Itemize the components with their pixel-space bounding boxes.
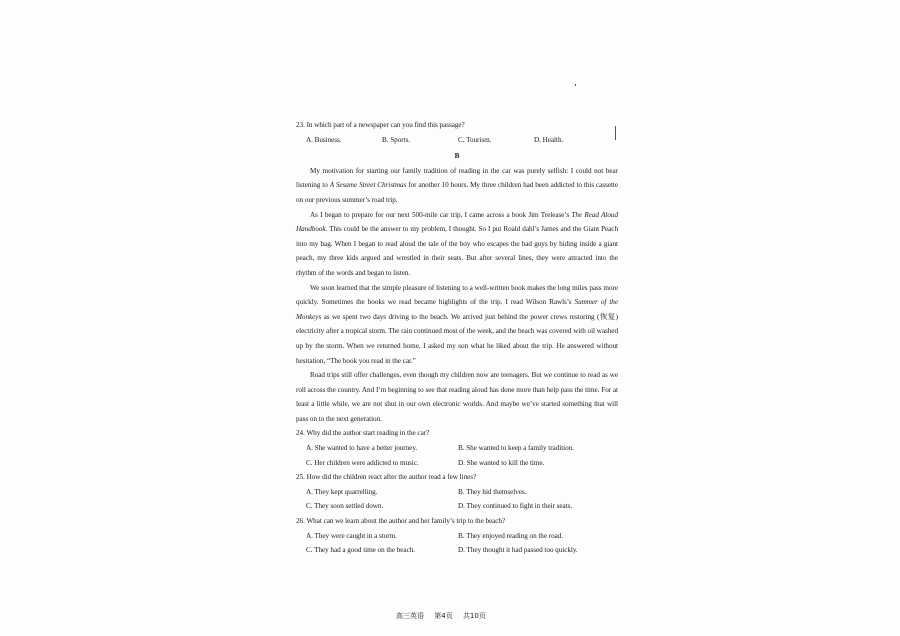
passage-paragraph-3: We soon learned that the simple pleasure of listening to a well-written book makes the long miles pass more quickly. Sometimes the books we read became highlights of the trip. I read Wilson Rawls’s Summer of the Monkeys as we spent two days driving to the beach. We arrived just behind the power crews restoring (恢复) electricity after a tropical storm. The rain continued most of the week, and the beach was covered with oil washed up by the storm. When we returned home, I asked my son what he liked about the trip. He answered without hesitation, “The book you read in the car.”: [296, 283, 618, 365]
exam-content: [296, 118, 618, 558]
option-d: D. Health.: [534, 135, 564, 144]
option-a: A. Business.: [306, 135, 342, 144]
option-c: C. They had a good time on the beach.: [306, 546, 415, 555]
question-25-options-row-1: [296, 485, 618, 500]
question-23: 23. In which part of a newspaper can you find this passage?: [296, 121, 465, 129]
option-d: D. She wanted to kill the time.: [458, 458, 545, 467]
section-label: B: [454, 152, 460, 161]
scan-speck: [575, 84, 576, 86]
option-a: A. They kept quarrelling.: [306, 487, 378, 496]
page-footer: [396, 611, 526, 621]
question-23-options: [296, 133, 618, 148]
option-b: B. She wanted to keep a family tradition.: [458, 444, 574, 453]
passage-paragraph-1: My motivation for starting our family tradition of reading in the car was purely selfish: I could not bear listening to A Sesame Street Christmas for another 10 hours. My three children had been addicted to this cassette on our previous summer’s road trip.: [296, 166, 618, 204]
question-24-options-row-1: [296, 441, 618, 456]
book-title: A Sesame Street Christmas: [329, 181, 407, 190]
question-24: 24. Why did the author start reading in the car?: [296, 429, 430, 438]
question-24-options-row-2: [296, 456, 618, 471]
option-a: A. She wanted to have a better journey.: [306, 444, 418, 453]
footer-page-number: 第4页: [434, 612, 453, 620]
option-c: C. They soon settled down.: [306, 502, 384, 511]
option-b: B. They enjoyed reading on the road.: [458, 531, 564, 540]
option-d: D. They thought it had passed too quickly.: [458, 546, 578, 555]
option-d: D. They continued to fight in their seats.: [458, 502, 573, 511]
passage-paragraph-4: Road trips still offer challenges, even though my children now are teenagers. But we continue to read as we roll across the country. And I’m beginning to see that reading aloud has done more than help pass the time. For at least a little while, we are not shut in our own electronic worlds. And maybe we’ve started something that will pass on to the next generation.: [296, 371, 618, 423]
question-26-options-row-2: [296, 543, 618, 558]
footer-total-pages: 共10页: [462, 612, 486, 620]
question-25: 25. How did the children react after the author read a few lines?: [296, 473, 477, 482]
scan-speck: [615, 126, 616, 140]
option-c: C. Tourism.: [458, 135, 492, 144]
question-25-options-row-2: [296, 499, 618, 514]
passage-paragraph-2: As I began to prepare for our next 500-mile car trip, I came across a book Jim Trelease’s The Read Aloud Handbook. This could be the answer to my problem, I thought. So I put Roald dahl’s James and the Giant Peach into my bag. When I began to read aloud the tale of the boy who escapes the bad guys by hiding inside a giant peach, my three kids argued and wrestled in their seats. But after several lines, they were attracted into the rhythm of the words and began to listen.: [296, 210, 618, 277]
option-b: B. They hid themselves.: [458, 487, 527, 496]
option-c: C. Her children were addicted to music.: [306, 458, 419, 467]
option-b: B. Sports.: [382, 135, 411, 144]
footer-grade: 高三英语: [396, 612, 424, 620]
question-26: 26. What can we learn about the author and her family’s trip to the beach?: [296, 517, 506, 526]
book-title: Summer of the Monkeys: [296, 298, 618, 321]
book-title: The Read Aloud Handbook: [296, 210, 618, 234]
option-a: A. They were caught in a storm.: [306, 531, 397, 540]
question-26-options-row-1: [296, 529, 618, 544]
